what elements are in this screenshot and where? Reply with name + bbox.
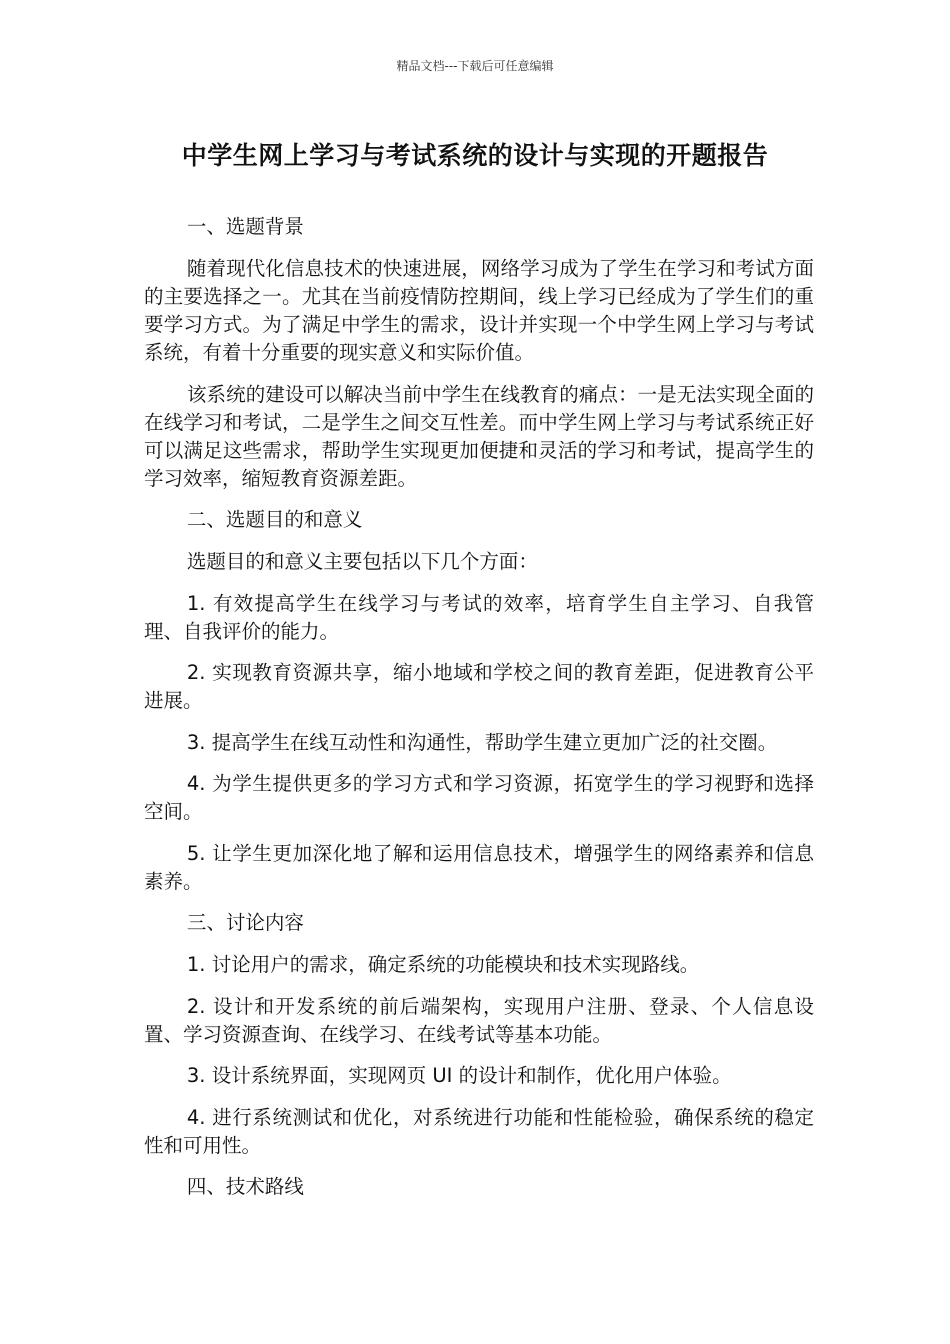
paragraph-background-1: 随着现代化信息技术的快速进展，网络学习成为了学生在学习和考试方面的主要选择之一。尤其在当前疫情防控期间，线上学习已经成为了学生们的重要学习方式。为了满足中学生的需求，设计并实现一个中学生网上学习与考试系统，有着十分重要的现实意义和实际价值。: [144, 257, 814, 364]
list-item-research-4: 4. 进行系统测试和优化，对系统进行功能和性能检验，确保系统的稳定性和可用性。: [144, 1105, 814, 1157]
section-heading-research: 三、讨论内容: [186, 911, 304, 934]
page-header: 精品文档---下载后可任意编辑: [396, 59, 554, 73]
section-heading-technical-route: 四、技术路线: [186, 1175, 304, 1198]
list-item-purpose-4: 4. 为学生提供更多的学习方式和学习资源，拓宽学生的学习视野和选择空间。: [144, 772, 814, 823]
paragraph-background-2: 该系统的建设可以解决当前中学生在线教育的痛点：一是无法实现全面的在线学习和考试，二是学生之间交互性差。而中学生网上学习与考试系统正好可以满足这些需求，帮助学生实现更加便捷和灵活的学习和考试，提高学生的学习效率，缩短教育资源差距。: [144, 382, 814, 490]
list-item-purpose-2: 2. 实现教育资源共享，缩小地域和学校之间的教育差距，促进教育公平进展。: [144, 661, 814, 712]
list-item-research-3: 3. 设计系统界面，实现网页 UI 的设计和制作，优化用户体验。: [186, 1064, 732, 1087]
list-item-purpose-1: 1. 有效提高学生在线学习与考试的效率，培育学生自主学习、自我管理、自我评价的能力。: [144, 591, 814, 643]
document-title: 中学生网上学习与考试系统的设计与实现的开题报告: [181, 141, 769, 170]
list-item-research-1: 1. 讨论用户的需求，确定系统的功能模块和技术实现路线。: [186, 953, 700, 976]
paragraph-purpose-intro: 选题目的和意义主要包括以下几个方面：: [186, 550, 538, 573]
list-item-purpose-5: 5. 让学生更加深化地了解和运用信息技术，增强学生的网络素养和信息素养。: [144, 841, 814, 893]
section-heading-purpose: 二、选题目的和意义: [186, 508, 363, 531]
list-item-research-2: 2. 设计和开发系统的前后端架构，实现用户注册、登录、个人信息设置、学习资源查询、在线学习、在线考试等基本功能。: [144, 994, 814, 1046]
list-item-purpose-3: 3. 提高学生在线互动性和沟通性，帮助学生建立更加广泛的社交圈。: [186, 730, 778, 754]
document-body: [144, 213, 814, 1215]
section-heading-background: 一、选题背景: [186, 215, 304, 238]
